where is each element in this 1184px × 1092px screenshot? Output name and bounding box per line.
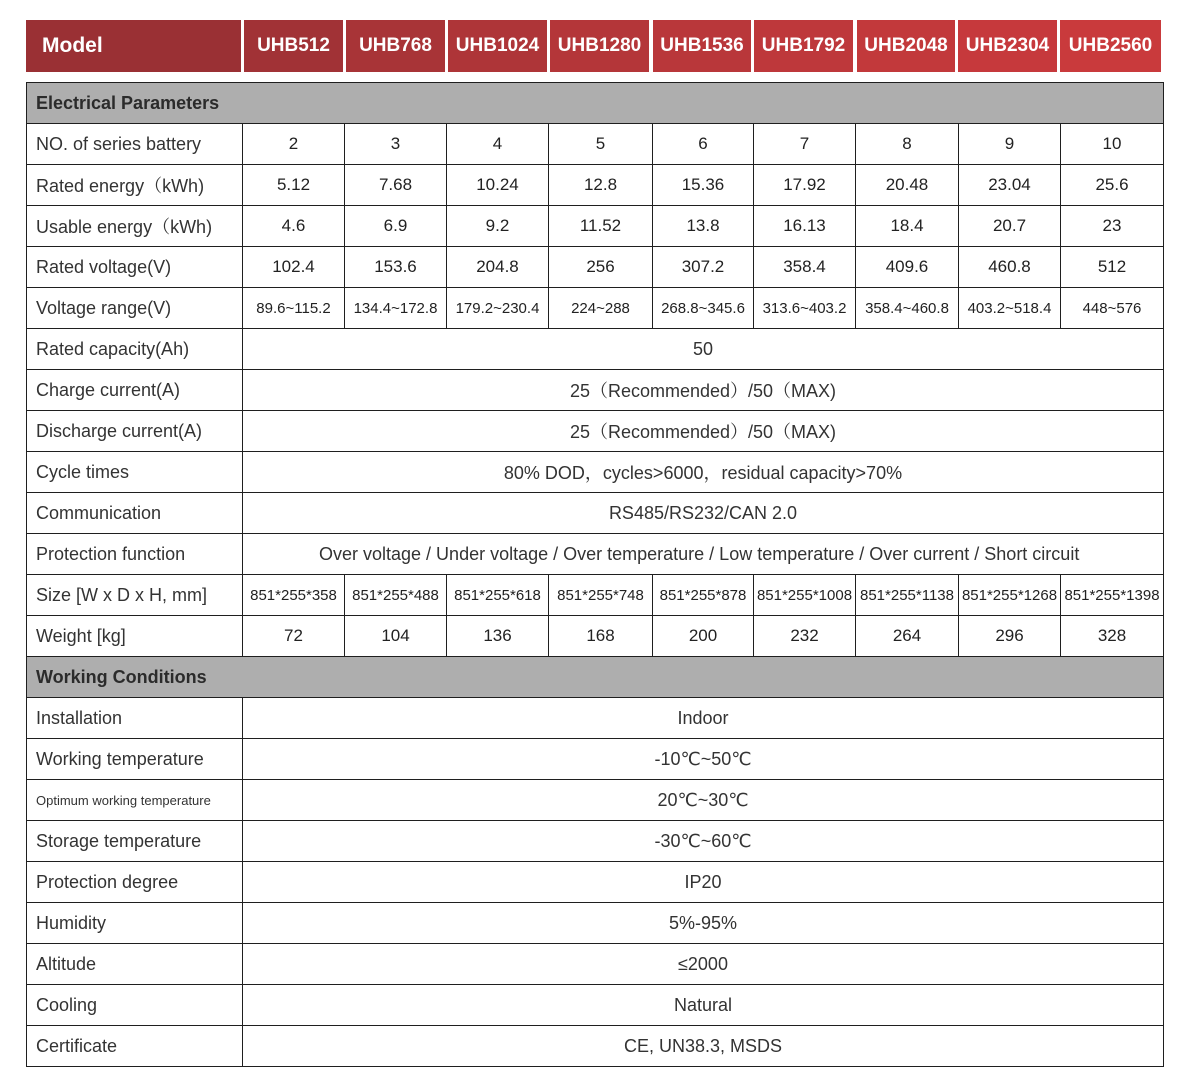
spec-row-optimum-temperature [27,780,1164,821]
cell-value: 851*255*1398 [1061,575,1164,616]
row-label: Cycle times [27,452,243,493]
cell-value: IP20 [243,862,1164,903]
model-header-uhb2304: UHB2304 [958,20,1057,72]
row-label: Humidity [27,903,243,944]
spec-row-rated-voltage [27,247,1164,288]
cell-value: 9.2 [447,206,549,247]
cell-value: 17.92 [754,165,856,206]
cell-value: 11.52 [549,206,653,247]
cell-value: 409.6 [856,247,959,288]
cell-value: 851*255*618 [447,575,549,616]
cell-value: 89.6~115.2 [243,288,345,329]
cell-value: 9 [959,124,1061,165]
cell-value: 23 [1061,206,1164,247]
row-label: Weight [kg] [27,616,243,657]
cell-value: 448~576 [1061,288,1164,329]
cell-value: 13.8 [653,206,754,247]
row-label: Rated capacity(Ah) [27,329,243,370]
cell-value: 264 [856,616,959,657]
cell-value: 25.6 [1061,165,1164,206]
model-header-uhb1280: UHB1280 [550,20,649,72]
cell-value: 512 [1061,247,1164,288]
row-label: Communication [27,493,243,534]
row-label: Voltage range(V) [27,288,243,329]
spec-row-rated-energy [27,165,1164,206]
row-label: Storage temperature [27,821,243,862]
cell-value: 10 [1061,124,1164,165]
spec-row-weight [27,616,1164,657]
row-label: Size [W x D x H, mm] [27,575,243,616]
cell-value: CE, UN38.3, MSDS [243,1026,1164,1067]
cell-value: 5.12 [243,165,345,206]
cell-value: 256 [549,247,653,288]
model-header-uhb1792: UHB1792 [754,20,853,72]
cell-value: 328 [1061,616,1164,657]
cell-value: 7.68 [345,165,447,206]
spec-row-charge-current [27,370,1164,411]
cell-value: 153.6 [345,247,447,288]
row-label: Certificate [27,1026,243,1067]
row-label: Usable energy（kWh) [27,206,243,247]
cell-value: 851*255*748 [549,575,653,616]
row-label: Cooling [27,985,243,1026]
cell-value: 851*255*488 [345,575,447,616]
cell-value: 232 [754,616,856,657]
cell-value: 134.4~172.8 [345,288,447,329]
cell-value: 136 [447,616,549,657]
cell-value: 851*255*1008 [754,575,856,616]
row-label: Optimum working temperature [27,780,243,821]
cell-value: 851*255*358 [243,575,345,616]
model-header-uhb768: UHB768 [346,20,445,72]
cell-value: 18.4 [856,206,959,247]
row-label: Working temperature [27,739,243,780]
cell-value: 851*255*1268 [959,575,1061,616]
cell-value: 8 [856,124,959,165]
cell-value: 50 [243,329,1164,370]
section-title-electrical: Electrical Parameters [27,83,1164,124]
cell-value: 72 [243,616,345,657]
cell-value: 7 [754,124,856,165]
spec-row-certificate [27,1026,1164,1067]
cell-value: 204.8 [447,247,549,288]
cell-value: -10℃~50℃ [243,739,1164,780]
spec-row-cooling [27,985,1164,1026]
cell-value: 307.2 [653,247,754,288]
cell-value: Over voltage / Under voltage / Over temperature / Low temperature / Over current / Short circuit [243,534,1164,575]
cell-value: 224~288 [549,288,653,329]
spec-row-size [27,575,1164,616]
spec-row-humidity [27,903,1164,944]
spec-row-protection-degree [27,862,1164,903]
spec-row-rated-capacity [27,329,1164,370]
cell-value: 4 [447,124,549,165]
cell-value: 104 [345,616,447,657]
section-header-electrical [27,83,1164,124]
spec-row-discharge-current [27,411,1164,452]
row-label: Rated energy（kWh) [27,165,243,206]
row-label: Rated voltage(V) [27,247,243,288]
cell-value: RS485/RS232/CAN 2.0 [243,493,1164,534]
cell-value: 5%-95% [243,903,1164,944]
spec-row-communication [27,493,1164,534]
cell-value: 268.8~345.6 [653,288,754,329]
cell-value: 102.4 [243,247,345,288]
cell-value: 16.13 [754,206,856,247]
cell-value: 358.4 [754,247,856,288]
spec-row-series-battery [27,124,1164,165]
spec-row-installation [27,698,1164,739]
row-label: Protection degree [27,862,243,903]
cell-value: 6 [653,124,754,165]
cell-value: Indoor [243,698,1164,739]
spec-row-protection-function [27,534,1164,575]
section-title-working: Working Conditions [27,657,1164,698]
cell-value: 358.4~460.8 [856,288,959,329]
cell-value: 23.04 [959,165,1061,206]
cell-value: 296 [959,616,1061,657]
spec-row-altitude [27,944,1164,985]
cell-value: 5 [549,124,653,165]
cell-value: 851*255*1138 [856,575,959,616]
row-label: Altitude [27,944,243,985]
cell-value: 25（Recommended）/50（MAX) [243,370,1164,411]
model-header-uhb2048: UHB2048 [857,20,955,72]
section-header-working [27,657,1164,698]
cell-value: 851*255*878 [653,575,754,616]
model-header-uhb512: UHB512 [244,20,343,72]
spec-row-usable-energy [27,206,1164,247]
cell-value: 15.36 [653,165,754,206]
cell-value: ≤2000 [243,944,1164,985]
cell-value: 20.48 [856,165,959,206]
model-header-uhb1536: UHB1536 [653,20,751,72]
cell-value: 6.9 [345,206,447,247]
row-label: Protection function [27,534,243,575]
cell-value: 12.8 [549,165,653,206]
row-label: Charge current(A) [27,370,243,411]
cell-value: 20.7 [959,206,1061,247]
cell-value: 4.6 [243,206,345,247]
spec-row-cycle-times [27,452,1164,493]
cell-value: 3 [345,124,447,165]
model-header-uhb1024: UHB1024 [448,20,547,72]
row-label: Installation [27,698,243,739]
spec-row-voltage-range [27,288,1164,329]
spec-row-storage-temperature [27,821,1164,862]
cell-value: 460.8 [959,247,1061,288]
row-label: Discharge current(A) [27,411,243,452]
cell-value: 168 [549,616,653,657]
cell-value: -30℃~60℃ [243,821,1164,862]
cell-value: 80% DOD，cycles>6000，residual capacity>70% [243,452,1164,493]
cell-value: 20℃~30℃ [243,780,1164,821]
cell-value: 313.6~403.2 [754,288,856,329]
model-header-uhb2560: UHB2560 [1060,20,1161,72]
spec-table [26,82,1164,1067]
cell-value: 200 [653,616,754,657]
spec-row-working-temperature [27,739,1164,780]
cell-value: 179.2~230.4 [447,288,549,329]
cell-value: 10.24 [447,165,549,206]
row-label: NO. of series battery [27,124,243,165]
cell-value: 25（Recommended）/50（MAX) [243,411,1164,452]
cell-value: Natural [243,985,1164,1026]
model-header-label: Model [26,20,241,72]
cell-value: 2 [243,124,345,165]
cell-value: 403.2~518.4 [959,288,1061,329]
